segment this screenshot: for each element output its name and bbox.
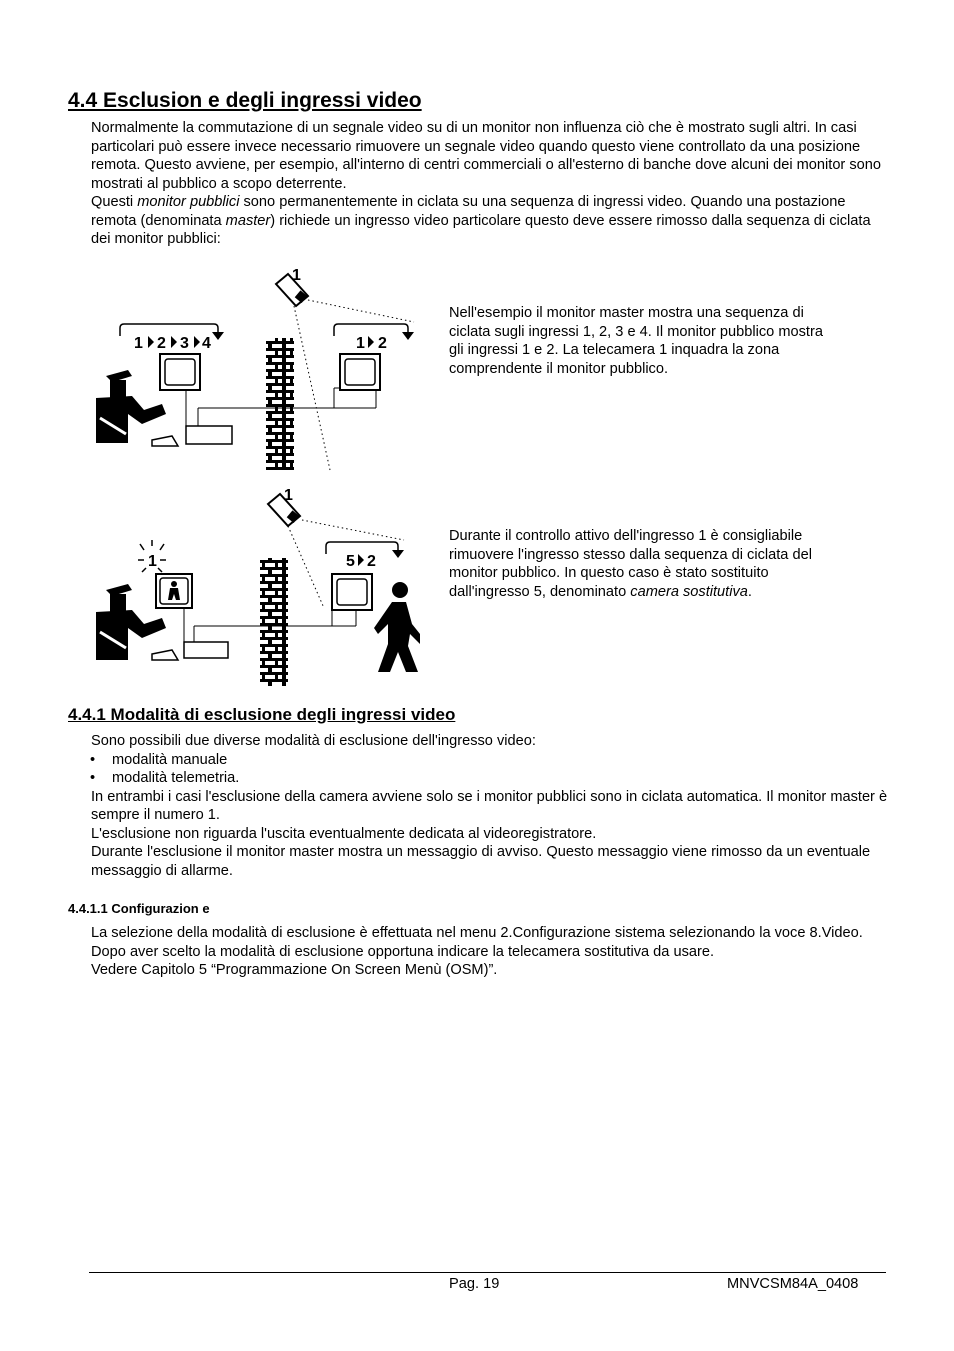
master-sequence — [120, 324, 224, 352]
public-seq-2: 2 — [367, 553, 376, 570]
master-monitor-icon — [160, 354, 200, 390]
keyboard-icon — [152, 650, 178, 660]
master-seq-3: 3 — [180, 335, 189, 352]
guard-icon — [96, 370, 166, 443]
camera-label: 1 — [292, 267, 301, 284]
brick-wall — [260, 558, 288, 686]
camera-view-line — [308, 300, 414, 322]
subsection-heading: 4.4.1 Modalità di esclusione degli ingressi video — [68, 705, 456, 724]
keyboard-icon — [152, 436, 178, 446]
public-monitor-icon — [332, 574, 372, 610]
figure-1-diagram — [88, 258, 428, 473]
subsubsection-heading: 4.4.1.1 Configurazion e — [68, 901, 210, 916]
public-seq-1: 1 — [356, 335, 365, 352]
master-monitor-icon — [156, 574, 192, 608]
list-item: • modalità manuale — [90, 751, 891, 770]
intro-p2-part-a: Questi — [91, 194, 138, 210]
intro-p2-part-b: sono permanentemente in ciclata su una sequenza di ingressi video. Quando una postazione remota (denominata — [91, 194, 846, 229]
figure-2-caption-part-a: Durante il controllo attivo dell'ingresso 1 è consigliabile rimuovere l'ingresso stesso dalla sequenza di ciclata del monitor pubblico. In questo caso è stato sostituito dall'ingresso 5, denominato — [449, 528, 812, 600]
brick-wall — [266, 338, 294, 470]
public-seq-5: 5 — [346, 553, 355, 570]
public-seq-2: 2 — [378, 335, 387, 352]
walking-person-icon — [374, 582, 420, 672]
camera-view-line — [288, 526, 324, 608]
public-sequence — [334, 324, 414, 352]
list-item: • modalità telemetria. — [90, 769, 891, 788]
subsection-paragraph-3: L'esclusione non riguarda l'uscita eventualmente dedicata al videoregistratore. — [91, 825, 597, 842]
figure-2-diagram — [88, 484, 428, 689]
subsubsection-paragraph-1: La selezione della modalità di esclusione è effettuata nel menu 2.Configurazione sistema selezionando la voce 8.Video. — [91, 925, 863, 941]
subsubsection-paragraph-3: Vedere Capitolo 5 “Programmazione On Screen Menù (OSM)”. — [91, 962, 498, 978]
public-monitor-icon — [340, 354, 380, 390]
mode-list — [91, 751, 891, 788]
control-unit — [186, 426, 232, 444]
figure-1-caption: Nell'esempio il monitor master mostra una sequenza di ciclata sugli ingressi 1, 2, 3 e 4. Il monitor pubblico mostra gli ingressi 1 e 2. La telecamera 1 inquadra la zona comprendente il monitor pubblico. — [449, 305, 823, 377]
footer-rule — [89, 1272, 886, 1273]
master-seq-1: 1 — [134, 335, 143, 352]
intro-paragraph-1: Normalmente la commutazione di un segnale video su di un monitor non influenza ciò che è mostrato sugli altri. In casi particolari può essere invece necessario rimuovere un segnale video quando questo viene controllato da una posizione remota. Questo avviene, per esempio, all'interno di centri commerciali o all'esterno di banche dove alcuni dei monitor sono mostrati al pubblico a scopo deterrente. — [91, 120, 881, 192]
camera-view-line — [302, 520, 404, 540]
intro-p2-part-c: ) richiede un ingresso video particolare questo deve essere rimosso dalla sequenza di ciclata dei monitor pubblici: — [91, 212, 871, 247]
subsection-paragraph-4: Durante l'esclusione il monitor master mostra un messaggio di avviso. Questo messaggio viene rimosso da un eventuale messaggio di allarme. — [91, 844, 871, 879]
master-seq-4: 4 — [202, 335, 211, 352]
subsubsection-text — [91, 924, 891, 980]
intro-p2-italic-public-monitors: monitor pubblici — [137, 194, 240, 210]
page-number: Pag. 19 — [449, 1276, 500, 1292]
intro-p2-italic-master: master — [225, 212, 271, 229]
subsection-paragraph-1: Sono possibili due diverse modalità di esclusione dell'ingresso video: — [91, 733, 536, 749]
camera-label: 1 — [284, 487, 293, 504]
alarm-label: 1 — [148, 553, 157, 570]
control-unit — [184, 642, 228, 658]
figure-2-caption-italic: camera sostitutiva — [630, 583, 748, 600]
master-seq-2: 2 — [157, 335, 166, 352]
subsubsection-paragraph-2: Dopo aver scelto la modalità di esclusione opportuna indicare la telecamera sostitutiva da usare. — [91, 943, 715, 960]
section-heading: 4.4 Esclusion e degli ingressi video — [68, 89, 422, 112]
figure-2-caption-part-b: . — [747, 583, 752, 600]
figure-2-caption — [449, 527, 839, 601]
subsection-paragraph-2: In entrambi i casi l'esclusione della camera avviene solo se i monitor pubblici sono in ciclata automatica. Il monitor master è sempre il numero 1. — [91, 788, 888, 823]
intro-text — [91, 119, 891, 249]
document-code: MNVCSM84A_0408 — [727, 1276, 859, 1292]
subsection-text — [91, 732, 891, 880]
camera-view-line — [294, 306, 330, 470]
intro-paragraph-2 — [91, 193, 891, 249]
public-sequence — [326, 542, 404, 570]
